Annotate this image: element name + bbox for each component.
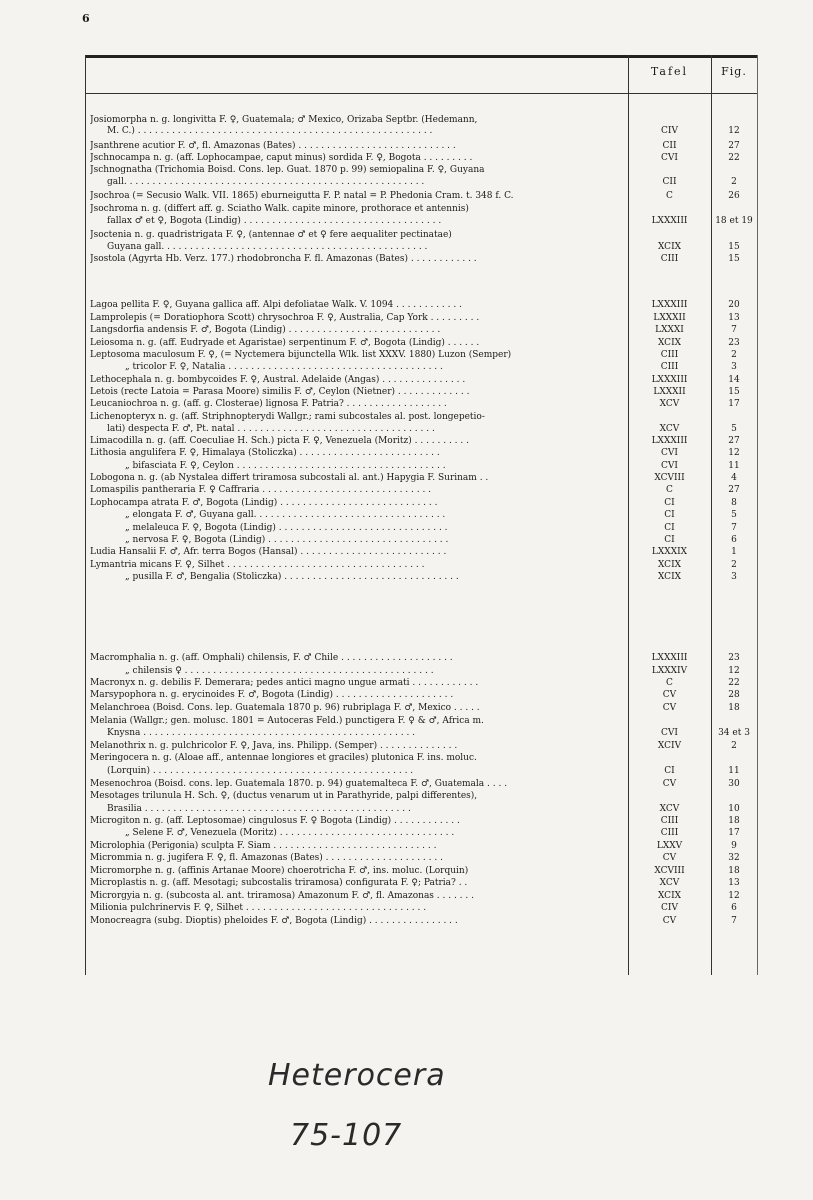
tafel-cell: LXXXIII <box>651 300 688 310</box>
column-header-fig: Fig. <box>721 65 747 78</box>
tafel-cell: LXXXII <box>653 313 686 323</box>
fig-cell: 17 <box>728 828 740 838</box>
fig-cell: 7 <box>731 916 737 926</box>
tafel-cell: CV <box>662 853 677 863</box>
entry-text: Lethocephala n. g. bombycoides F. ♀, Austral. Adelaide (Angas) . . . . . . . . . . . . . . . <box>90 375 466 385</box>
fig-cell: 7 <box>731 523 737 533</box>
tafel-cell: CII <box>662 141 677 151</box>
entry-text: Lichenopteryx n. g. (aff. Striphnopterydi Wallgr.; rami subcostales al. post. longepetio- <box>90 412 485 422</box>
entry-text: „ pusilla F. ♂, Bengalia (Stoliczka) . . . . . . . . . . . . . . . . . . . . . . . . . . . . . . . <box>125 572 459 582</box>
tafel-cell: CII <box>662 177 677 187</box>
entry-text: Leucaniochroa n. g. (aff. g. Closterae) lignosa F. Patria? . . . . . . . . . . . . . . . . . . <box>90 399 447 409</box>
entry-text: Lithosia angulifera F. ♀, Himalaya (Stoliczka) . . . . . . . . . . . . . . . . . . . . . . . . . <box>90 448 440 458</box>
table-top-rule <box>85 55 758 58</box>
entry-text: Macromphalia n. g. (aff. Omphali) chilensis, F. ♂ Chile . . . . . . . . . . . . . . . . . . . . <box>90 653 453 663</box>
entry-text: Mesenochroa (Boisd. cons. lep. Guatemala 1870. p. 94) guatemalteca F. ♂, Guatemala . . . . <box>90 779 508 789</box>
tafel-cell: CVI <box>661 448 678 458</box>
handwritten-range: 75-107 <box>290 1118 403 1153</box>
tafel-cell: XCIX <box>657 338 682 348</box>
fig-cell: 5 <box>731 424 737 434</box>
entry-text: Josiomorpha n. g. longivitta F. ♀, Guatemala; ♂ Mexico, Orizaba Septbr. (Hedemann, <box>90 115 478 125</box>
tafel-cell: XCIX <box>657 891 682 901</box>
fig-cell: 8 <box>731 498 737 508</box>
fig-cell: 13 <box>728 313 740 323</box>
fig-cell: 10 <box>728 804 740 814</box>
entry-text: Ludia Hansalii F. ♂, Afr. terra Bogos (Hansal) . . . . . . . . . . . . . . . . . . . . . . . . . . <box>90 547 447 557</box>
column-header-tafel: Tafel <box>650 65 689 78</box>
entry-text: Lagoa pellita F. ♀, Guyana gallica aff. Alpi defoliatae Walk. V. 1094 . . . . . . . . . . . . <box>90 300 462 310</box>
handwritten-note: Heterocera <box>268 1058 446 1093</box>
fig-cell: 12 <box>728 891 740 901</box>
tafel-cell: XCIX <box>657 242 682 252</box>
entry-text: „ elongata F. ♂, Guyana gall. . . . . . . . . . . . . . . . . . . . . . . . . . . . . . . . . . <box>125 510 446 520</box>
tafel-cell: CI <box>664 535 675 545</box>
fig-cell: 6 <box>731 903 737 913</box>
entry-text: Jsochroa (= Secusio Walk. VII. 1865) eburneigutta F. P. natal = P. Phedonia Cram. t. 348 f. C. <box>90 191 514 201</box>
tafel-cell: LXXXIV <box>651 666 688 676</box>
entry-text: Brasilia . . . . . . . . . . . . . . . . . . . . . . . . . . . . . . . . . . . . . . . . . . . . . . . <box>107 804 411 814</box>
entry-text: Lamprolepis (= Doratiophora Scott) chrysochroa F. ♀, Australia, Cap York . . . . . . . . . <box>90 313 480 323</box>
page-number: 6 <box>82 12 90 25</box>
tafel-cell: LXXV <box>656 841 683 851</box>
fig-cell: 15 <box>728 387 740 397</box>
entry-text: Leptosoma maculosum F. ♀, (= Nyctemera bijunctella Wlk. list XXXV. 1880) Luzon (Semper) <box>90 350 512 360</box>
fig-cell: 3 <box>731 572 737 582</box>
tafel-cell: XCIV <box>657 741 682 751</box>
entry-text: Milionia pulchrinervis F. ♀, Silhet . . . . . . . . . . . . . . . . . . . . . . . . . . . . . . . . <box>90 903 427 913</box>
entry-text: Limacodilla n. g. (aff. Coeculiae H. Sch.) picta F. ♀, Venezuela (Moritz) . . . . . . . . . . <box>90 436 469 446</box>
entry-text: Lobogona n. g. (ab Nystalea differt triramosa subcostali al. ant.) Hapygia F. Surinam . . <box>90 473 489 483</box>
tafel-cell: CI <box>664 510 675 520</box>
fig-cell: 7 <box>731 325 737 335</box>
entry-text: Melanothrix n. g. pulchricolor F. ♀, Java, ins. Philipp. (Semper) . . . . . . . . . . . . . . <box>90 741 458 751</box>
entry-text: Knysna . . . . . . . . . . . . . . . . . . . . . . . . . . . . . . . . . . . . . . . . . . . . . . . . <box>107 728 416 738</box>
fig-cell: 23 <box>728 338 740 348</box>
entry-text: Meringocera n. g. (Aloae aff., antennae longiores et graciles) plutonica F. ins. moluc. <box>90 753 477 763</box>
tafel-cell: XCV <box>659 878 680 888</box>
tafel-cell: LXXXIII <box>651 375 688 385</box>
tafel-cell: CI <box>664 766 675 776</box>
tafel-cell: CIV <box>661 126 678 136</box>
fig-cell: 12 <box>728 666 740 676</box>
entry-text: Langsdorfia andensis F. ♂, Bogota (Lindig) . . . . . . . . . . . . . . . . . . . . . . . . . . . <box>90 325 441 335</box>
entry-text: Jschnocampa n. g. (aff. Lophocampae, caput minus) sordida F. ♀, Bogota . . . . . . . . . <box>90 153 473 163</box>
fig-cell: 18 <box>728 866 740 876</box>
table-left-border <box>85 55 86 975</box>
tafel-cell: XCIX <box>657 572 682 582</box>
tafel-cell: CVI <box>661 728 678 738</box>
entry-text: Monocreagra (subg. Dioptis) pheloides F. ♂, Bogota (Lindig) . . . . . . . . . . . . . . . . <box>90 916 458 926</box>
entry-text: Macronyx n. g. debilis F. Demerara; pedes antici magno ungue armati . . . . . . . . . . . . <box>90 678 479 688</box>
fig-cell: 22 <box>728 678 740 688</box>
tafel-cell: CV <box>662 690 677 700</box>
tafel-cell: CIII <box>660 254 679 264</box>
tafel-cell: LXXXIX <box>651 547 688 557</box>
tafel-cell: CV <box>662 916 677 926</box>
tafel-cell: XCV <box>659 399 680 409</box>
fig-cell: 14 <box>728 375 740 385</box>
entry-text: Letois (recte Latoia = Parasa Moore) similis F. ♂, Ceylon (Nietner) . . . . . . . . . . . . . <box>90 387 470 397</box>
table-right-border <box>757 55 758 975</box>
entry-text: Melania (Wallgr.; gen. molusc. 1801 = Autoceras Feld.) punctigera F. ♀ & ♂, Africa m. <box>90 716 484 726</box>
entry-text: (Lorquin) . . . . . . . . . . . . . . . . . . . . . . . . . . . . . . . . . . . . . . . . . . . . . . <box>107 766 414 776</box>
tafel-cell: XCVIII <box>654 473 685 483</box>
fig-cell: 2 <box>731 177 737 187</box>
fig-cell: 34 et 3 <box>718 728 750 738</box>
entry-text: Lymantria micans F. ♀, Silhet . . . . . . . . . . . . . . . . . . . . . . . . . . . . . . . . . . . <box>90 560 425 570</box>
entry-text: Jschnognatha (Trichomia Boisd. Cons. lep. Guat. 1870 p. 99) semiopalina F. ♀, Guyana <box>90 165 485 175</box>
fig-cell: 27 <box>728 436 740 446</box>
entry-text: Melanchroea (Boisd. Cons. lep. Guatemala 1870 p. 96) rubriplaga F. ♂, Mexico . . . . . <box>90 703 480 713</box>
entry-text: „ chilensis ♀ . . . . . . . . . . . . . . . . . . . . . . . . . . . . . . . . . . . . . . . . . . . . <box>125 666 434 676</box>
entry-text: „ bifasciata F. ♀, Ceylon . . . . . . . . . . . . . . . . . . . . . . . . . . . . . . . . . . . . . <box>125 461 446 471</box>
tafel-cell: C <box>666 191 673 201</box>
entry-text: fallax ♂ et ♀, Bogota (Lindig) . . . . . . . . . . . . . . . . . . . . . . . . . . . . . . . . . . . <box>107 216 442 226</box>
tafel-cell: CIII <box>660 362 679 372</box>
index-table <box>85 55 758 975</box>
entry-text: Lomaspilis pantheraria F. ♀ Caffraria . . . . . . . . . . . . . . . . . . . . . . . . . . . . . . <box>90 485 432 495</box>
fig-cell: 27 <box>728 141 740 151</box>
fig-cell: 5 <box>731 510 737 520</box>
entry-text: „ melaleuca F. ♀, Bogota (Lindig) . . . . . . . . . . . . . . . . . . . . . . . . . . . . . . <box>125 523 448 533</box>
fig-cell: 1 <box>731 547 737 557</box>
tafel-cell: XCVIII <box>654 866 685 876</box>
fig-cell: 12 <box>728 448 740 458</box>
fig-cell: 15 <box>728 254 740 264</box>
entry-text: Leiosoma n. g. (aff. Eudryade et Agaristae) serpentinum F. ♂, Bogota (Lindig) . . . . . . <box>90 338 480 348</box>
tafel-cell: XCIX <box>657 560 682 570</box>
entry-text: Lophocampa atrata F. ♂, Bogota (Lindig) . . . . . . . . . . . . . . . . . . . . . . . . . . . . <box>90 498 438 508</box>
tafel-cell: CV <box>662 703 677 713</box>
entry-text: „ Selene F. ♂, Venezuela (Moritz) . . . . . . . . . . . . . . . . . . . . . . . . . . . . . . . <box>125 828 455 838</box>
tafel-cell: CIV <box>661 903 678 913</box>
entry-text: Microrgyia n. g. (subcosta al. ant. triramosa) Amazonum F. ♂, fl. Amazonas . . . . . . . <box>90 891 474 901</box>
entry-text: M. C.) . . . . . . . . . . . . . . . . . . . . . . . . . . . . . . . . . . . . . . . . . . . . . . . . . . . . <box>107 126 433 136</box>
entry-text: Mesotages trilunula H. Sch. ♀, (ductus venarum ut in Parathyride, palpi differentes), <box>90 791 478 801</box>
tafel-cell: CIII <box>660 350 679 360</box>
fig-cell: 22 <box>728 153 740 163</box>
entry-text: Microplastis n. g. (aff. Mesotagi; subcostalis triramosa) configurata F. ♀; Patria? . . <box>90 878 468 888</box>
entry-text: Jsochroma n. g. (differt aff. g. Sciatho Walk. capite minore, prothorace et antennis) <box>90 204 469 214</box>
fig-cell: 4 <box>731 473 737 483</box>
tafel-cell: C <box>666 485 673 495</box>
tafel-cell: CI <box>664 498 675 508</box>
tafel-cell: C <box>666 678 673 688</box>
fig-cell: 9 <box>731 841 737 851</box>
fig-cell: 2 <box>731 741 737 751</box>
fig-cell: 13 <box>728 878 740 888</box>
tafel-cell: LXXXIII <box>651 653 688 663</box>
tafel-cell: XCV <box>659 424 680 434</box>
fig-cell: 11 <box>728 461 740 471</box>
entry-text: Marsypophora n. g. erycinoides F. ♂, Bogota (Lindig) . . . . . . . . . . . . . . . . . . . . . <box>90 690 454 700</box>
tafel-cell: LXXXIII <box>651 216 688 226</box>
entry-text: Guyana gall. . . . . . . . . . . . . . . . . . . . . . . . . . . . . . . . . . . . . . . . . . . . . . . <box>107 242 428 252</box>
fig-cell: 2 <box>731 560 737 570</box>
tafel-cell: CV <box>662 779 677 789</box>
entry-text: Jsostola (Agyrta Hb. Verz. 177.) rhodobroncha F. fl. Amazonas (Bates) . . . . . . . . . . . . <box>90 254 477 264</box>
fig-cell: 18 et 19 <box>715 216 753 226</box>
fig-cell: 2 <box>731 350 737 360</box>
tafel-cell: CVI <box>661 153 678 163</box>
tafel-cell: LXXXII <box>653 387 686 397</box>
tafel-cell: CI <box>664 523 675 533</box>
entry-text: Jsoctenia n. g. quadristrigata F. ♀, (antennae ♂ et ♀ fere aequaliter pectinatae) <box>90 230 452 240</box>
entry-text: lati) despecta F. ♂, Pt. natal . . . . . . . . . . . . . . . . . . . . . . . . . . . . . . . . . . . <box>107 424 435 434</box>
fig-cell: 3 <box>731 362 737 372</box>
entry-text: Jsanthrene acutior F. ♂, fl. Amazonas (Bates) . . . . . . . . . . . . . . . . . . . . . . . . . . . . <box>90 141 456 151</box>
fig-cell: 11 <box>728 766 740 776</box>
fig-cell: 30 <box>728 779 740 789</box>
entry-text: Micrommia n. g. jugifera F. ♀, fl. Amazonas (Bates) . . . . . . . . . . . . . . . . . . . . . <box>90 853 443 863</box>
fig-cell: 18 <box>728 703 740 713</box>
entry-text: gall. . . . . . . . . . . . . . . . . . . . . . . . . . . . . . . . . . . . . . . . . . . . . . . . . . . . . <box>107 177 425 187</box>
fig-cell: 32 <box>728 853 740 863</box>
tafel-cell: CVI <box>661 461 678 471</box>
table-header-rule <box>85 93 758 94</box>
fig-cell: 26 <box>728 191 740 201</box>
fig-cell: 6 <box>731 535 737 545</box>
fig-cell: 18 <box>728 816 740 826</box>
fig-cell: 27 <box>728 485 740 495</box>
fig-cell: 28 <box>728 690 740 700</box>
tafel-cell: LXXXI <box>655 325 684 335</box>
entry-text: „ nervosa F. ♀, Bogota (Lindig) . . . . . . . . . . . . . . . . . . . . . . . . . . . . . . . . <box>125 535 449 545</box>
entry-text: Micromorphe n. g. (affinis Artanae Moore) choerotricha F. ♂, ins. moluc. (Lorquin) <box>90 866 469 876</box>
entry-text: Microgiton n. g. (aff. Leptosomae) cingulosus F. ♀ Bogota (Lindig) . . . . . . . . . . . . <box>90 816 460 826</box>
tafel-cell: CIII <box>660 828 679 838</box>
fig-cell: 17 <box>728 399 740 409</box>
fig-cell: 15 <box>728 242 740 252</box>
fig-cell: 23 <box>728 653 740 663</box>
entry-text: Microlophia (Perigonia) sculpta F. Siam . . . . . . . . . . . . . . . . . . . . . . . . . . . . . <box>90 841 437 851</box>
tafel-cell: CIII <box>660 816 679 826</box>
entry-text: „ tricolor F. ♀, Natalia . . . . . . . . . . . . . . . . . . . . . . . . . . . . . . . . . . . . . . <box>125 362 443 372</box>
fig-cell: 20 <box>728 300 740 310</box>
tafel-cell: XCV <box>659 804 680 814</box>
tafel-cell: LXXXIII <box>651 436 688 446</box>
fig-cell: 12 <box>728 126 740 136</box>
